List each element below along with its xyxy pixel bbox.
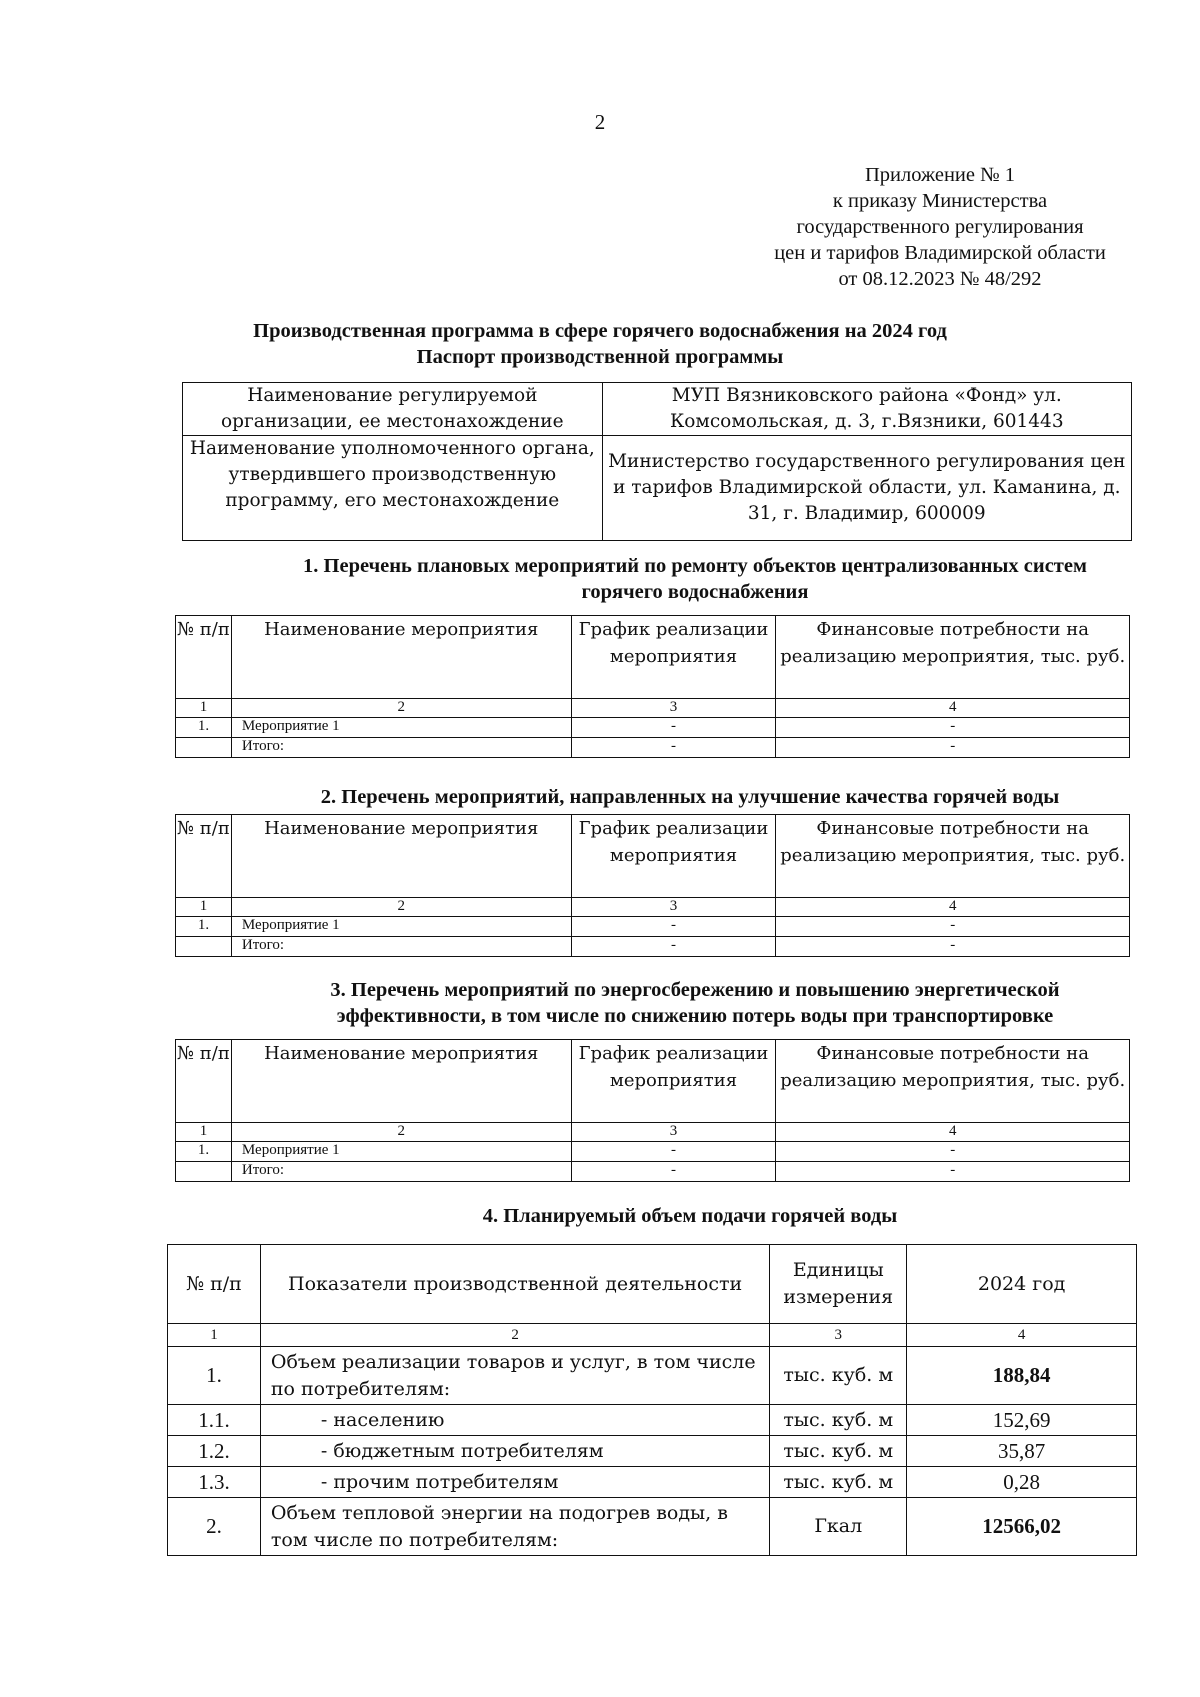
table-header-row	[176, 616, 1130, 699]
passport-title: Паспорт производственной программы	[416, 346, 784, 368]
row-num: 1.	[168, 1347, 261, 1405]
table-row	[176, 917, 1130, 937]
table-row	[168, 1405, 1137, 1436]
column-number-row	[176, 1123, 1130, 1142]
header-num: № п/п	[176, 815, 232, 898]
row-schedule: -	[571, 718, 776, 738]
row-finance: -	[776, 1142, 1130, 1162]
row-value: 188,84	[907, 1347, 1137, 1405]
row-name: Мероприятие 1	[231, 718, 571, 738]
row-value: 35,87	[907, 1436, 1137, 1467]
header-num: № п/п	[176, 1040, 232, 1123]
section-3-table	[175, 1039, 1130, 1182]
header-unit: Единицы измерения	[770, 1245, 907, 1324]
row-finance: -	[776, 937, 1130, 957]
table-row	[168, 1467, 1137, 1498]
row-indicator: Объем реализации товаров и услуг, в том числе по потребителям:	[260, 1347, 769, 1405]
page-number: 2	[594, 110, 606, 134]
appendix-line: от 08.12.2023 № 48/292	[838, 268, 1042, 290]
row-finance: -	[776, 738, 1130, 758]
appendix-line: к приказу Министерства	[832, 190, 1048, 212]
row-num: 1.	[176, 718, 232, 738]
header-schedule: График реализации мероприятия	[571, 616, 776, 699]
row-indicator: - прочим потребителям	[260, 1467, 769, 1498]
column-number: 4	[776, 898, 1130, 917]
row-num	[176, 738, 232, 758]
row-name: Итого:	[231, 937, 571, 957]
table-header-row	[176, 1040, 1130, 1123]
passport-value: Министерство государственного регулирования цен и тарифов Владимирской области, ул. Каманина, д. 31, г. Владимир, 600009	[602, 436, 1131, 541]
table-total-row	[176, 1162, 1130, 1182]
table-total-row	[176, 738, 1130, 758]
column-number: 3	[571, 699, 776, 718]
header-finance: Финансовые потребности на реализацию мероприятия, тыс. руб.	[776, 616, 1130, 699]
passport-table	[182, 382, 1132, 541]
header-name: Наименование мероприятия	[231, 815, 571, 898]
program-title: Производственная программа в сфере горячего водоснабжения на 2024 год	[253, 320, 947, 342]
row-name: Итого:	[231, 1162, 571, 1182]
header-year: 2024 год	[907, 1245, 1137, 1324]
row-num: 1.	[176, 1142, 232, 1162]
header-indicator: Показатели производственной деятельности	[260, 1245, 769, 1324]
row-num: 1.	[176, 917, 232, 937]
header-schedule: График реализации мероприятия	[571, 1040, 776, 1123]
row-num: 2.	[168, 1498, 261, 1556]
column-number: 4	[776, 1123, 1130, 1142]
column-number: 4	[776, 699, 1130, 718]
passport-label: Наименование регулируемой организации, ее местонахождение	[183, 383, 603, 436]
appendix-header	[720, 162, 1160, 292]
table-row	[176, 718, 1130, 738]
row-num: 1.3.	[168, 1467, 261, 1498]
passport-row	[183, 436, 1132, 541]
passport-label: Наименование уполномоченного органа, утвердившего производственную программу, его местонахождение	[183, 436, 603, 541]
header-finance: Финансовые потребности на реализацию мероприятия, тыс. руб.	[776, 815, 1130, 898]
row-value: 0,28	[907, 1467, 1137, 1498]
column-number: 4	[907, 1324, 1137, 1347]
appendix-line: государственного регулирования	[796, 216, 1084, 238]
row-unit: Гкал	[770, 1498, 907, 1556]
section-2-title: 2. Перечень мероприятий, направленных на улучшение качества горячей воды	[320, 786, 1060, 808]
column-number: 1	[176, 898, 232, 917]
row-unit: тыс. куб. м	[770, 1405, 907, 1436]
header-num: № п/п	[176, 616, 232, 699]
header-name: Наименование мероприятия	[231, 616, 571, 699]
volume-table	[167, 1244, 1137, 1556]
row-unit: тыс. куб. м	[770, 1347, 907, 1405]
appendix-line: Приложение № 1	[864, 164, 1016, 186]
row-schedule: -	[571, 917, 776, 937]
row-value: 152,69	[907, 1405, 1137, 1436]
row-schedule: -	[571, 1162, 776, 1182]
section-3-title: 3. Перечень мероприятий по энергосбережению и повышению энергетической эффективности, в том числе по снижению потерь воды при транспортировке	[330, 979, 1060, 1027]
row-name: Мероприятие 1	[231, 1142, 571, 1162]
table-row	[176, 1142, 1130, 1162]
row-schedule: -	[571, 937, 776, 957]
column-number: 1	[176, 1123, 232, 1142]
row-num: 1.2.	[168, 1436, 261, 1467]
column-number: 2	[231, 699, 571, 718]
column-number-row	[176, 898, 1130, 917]
row-schedule: -	[571, 1142, 776, 1162]
section-1-title: 1. Перечень плановых мероприятий по ремонту объектов централизованных систем горячего водоснабжения	[303, 555, 1087, 603]
column-number-row	[168, 1324, 1137, 1347]
row-finance: -	[776, 718, 1130, 738]
column-number: 1	[168, 1324, 261, 1347]
passport-value: МУП Вязниковского района «Фонд» ул. Комсомольская, д. 3, г.Вязники, 601443	[602, 383, 1131, 436]
passport-row	[183, 383, 1132, 436]
header-finance: Финансовые потребности на реализацию мероприятия, тыс. руб.	[776, 1040, 1130, 1123]
row-num	[176, 937, 232, 957]
section-4-title: 4. Планируемый объем подачи горячей воды	[482, 1205, 898, 1227]
column-number: 2	[231, 1123, 571, 1142]
row-name: Мероприятие 1	[231, 917, 571, 937]
row-indicator: - бюджетным потребителям	[260, 1436, 769, 1467]
table-header-row	[176, 815, 1130, 898]
row-schedule: -	[571, 738, 776, 758]
document-title	[0, 318, 1200, 370]
section-2-table	[175, 814, 1130, 957]
column-number: 2	[260, 1324, 769, 1347]
appendix-line: цен и тарифов Владимирской области	[774, 242, 1106, 264]
table-total-row	[176, 937, 1130, 957]
row-num	[176, 1162, 232, 1182]
column-number-row	[176, 699, 1130, 718]
row-finance: -	[776, 917, 1130, 937]
row-unit: тыс. куб. м	[770, 1467, 907, 1498]
header-schedule: График реализации мероприятия	[571, 815, 776, 898]
row-num: 1.1.	[168, 1405, 261, 1436]
header-name: Наименование мероприятия	[231, 1040, 571, 1123]
row-name: Итого:	[231, 738, 571, 758]
row-finance: -	[776, 1162, 1130, 1182]
row-indicator: Объем тепловой энергии на подогрев воды, в том числе по потребителям:	[260, 1498, 769, 1556]
row-value: 12566,02	[907, 1498, 1137, 1556]
column-number: 3	[571, 1123, 776, 1142]
header-num: № п/п	[168, 1245, 261, 1324]
table-row	[168, 1436, 1137, 1467]
table-row	[168, 1347, 1137, 1405]
row-indicator: - населению	[260, 1405, 769, 1436]
column-number: 3	[571, 898, 776, 917]
section-1-table	[175, 615, 1130, 758]
table-row	[168, 1498, 1137, 1556]
column-number: 3	[770, 1324, 907, 1347]
column-number: 2	[231, 898, 571, 917]
column-number: 1	[176, 699, 232, 718]
table-header-row	[168, 1245, 1137, 1324]
row-unit: тыс. куб. м	[770, 1436, 907, 1467]
